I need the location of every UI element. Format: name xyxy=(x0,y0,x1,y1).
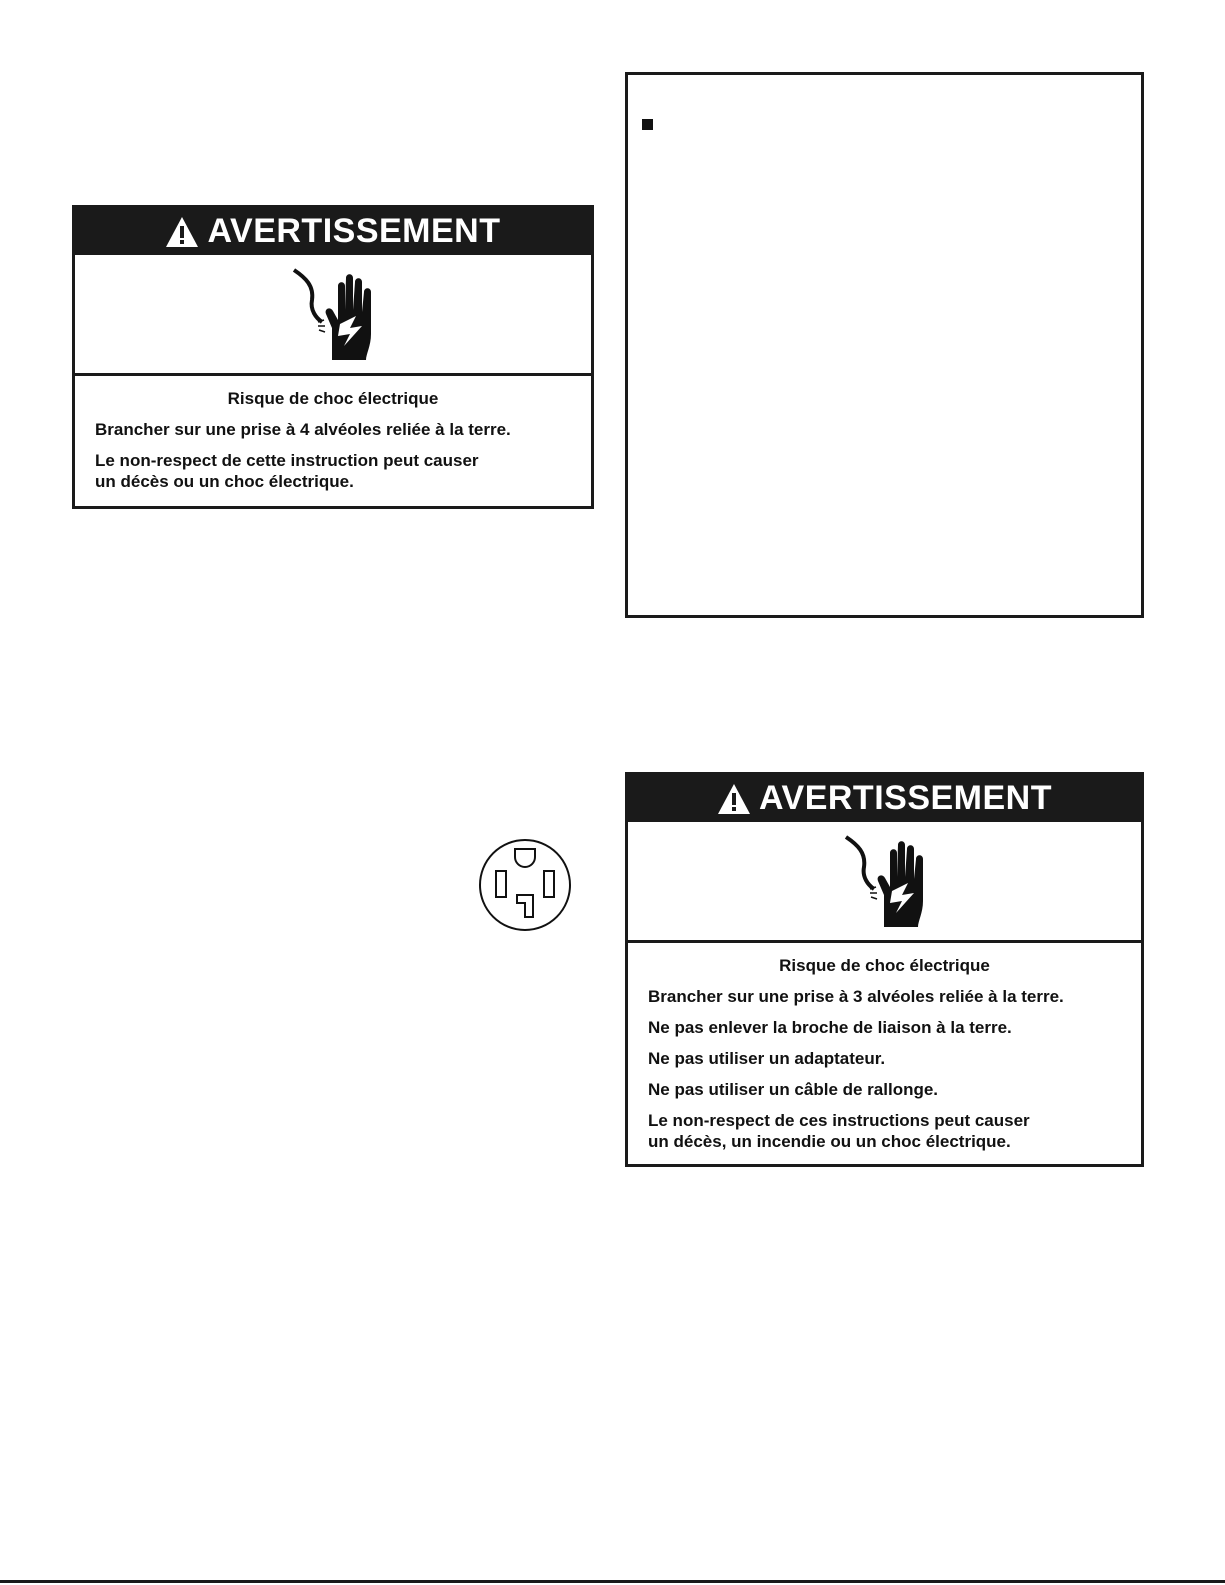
risk-label: Risque de choc électrique xyxy=(779,956,990,975)
warning-header xyxy=(628,775,1141,822)
warning-box-3-prong xyxy=(625,772,1144,1167)
warning-title: AVERTISSEMENT xyxy=(207,212,501,250)
warning-line: Le non-respect de ces instructions peut causer un décès, un incendie ou un choc électrique. xyxy=(648,1111,1030,1151)
hazard-icon-area xyxy=(75,255,591,376)
warning-line: Le non-respect de cette instruction peut causer un décès ou un choc électrique. xyxy=(95,451,479,491)
warning-line: Brancher sur une prise à 4 alvéoles reliée à la terre. xyxy=(95,420,511,439)
risk-label: Risque de choc électrique xyxy=(227,389,439,408)
warning-line: Ne pas enlever la broche de liaison à la terre. xyxy=(648,1018,1012,1037)
warning-body xyxy=(628,943,1141,1152)
page-bottom-rule xyxy=(0,1580,1225,1583)
square-bullet-icon xyxy=(642,119,653,130)
warning-line: Ne pas utiliser un adaptateur. xyxy=(648,1049,886,1068)
warning-triangle-icon xyxy=(165,216,199,248)
warning-body xyxy=(75,376,591,492)
electric-shock-hand-icon xyxy=(840,831,930,931)
hazard-icon-area xyxy=(628,822,1141,943)
warning-box-4-prong xyxy=(72,205,594,509)
electric-shock-hand-icon xyxy=(288,264,378,364)
warning-line: Ne pas utiliser un câble de rallonge. xyxy=(648,1080,939,1099)
4-prong-outlet-icon xyxy=(477,837,573,933)
warning-title: AVERTISSEMENT xyxy=(758,779,1052,817)
warning-line: Brancher sur une prise à 3 alvéoles reliée à la terre. xyxy=(648,987,1064,1006)
warning-triangle-icon xyxy=(717,783,751,815)
info-box xyxy=(625,72,1144,618)
warning-header xyxy=(75,208,591,255)
